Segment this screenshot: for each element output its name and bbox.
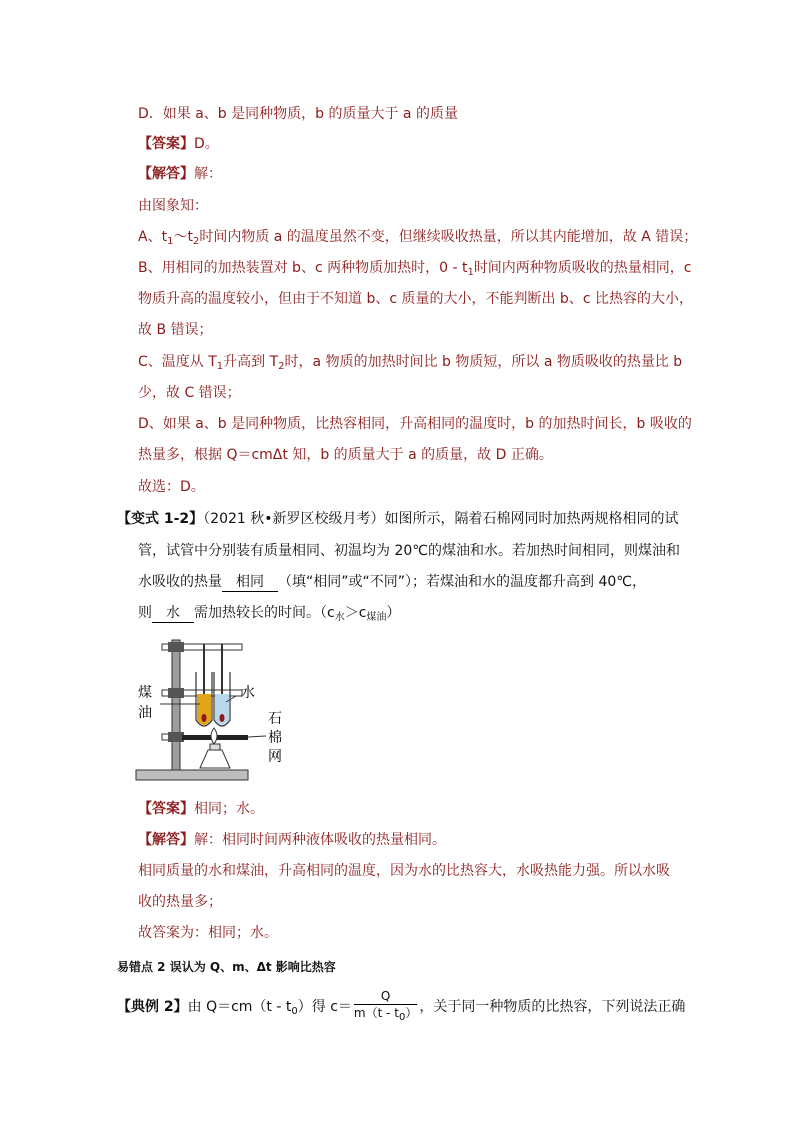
error-point-title: 易错点 2 误认为 Q、m、Δt 影响比热容 bbox=[117, 960, 336, 974]
text-fragment: A、t bbox=[138, 229, 168, 245]
text-fragment: 水吸收的热量 bbox=[138, 574, 222, 590]
text-fragment: 需加热较长的时间。（c bbox=[194, 605, 335, 621]
clamp-knob bbox=[168, 642, 184, 652]
analysis-text bbox=[138, 227, 697, 252]
lamp-neck bbox=[210, 744, 220, 750]
analysis-text: 故选：D。 bbox=[138, 479, 205, 495]
text-fragment: C、温度从 T bbox=[138, 354, 217, 370]
subscript: 1 bbox=[467, 267, 474, 278]
answer-value: 相同；水。 bbox=[194, 801, 264, 817]
analysis-text: 由图象知： bbox=[138, 198, 208, 214]
example-tag: 【典例 2】 bbox=[117, 999, 188, 1015]
fraction-denominator bbox=[354, 1005, 417, 1026]
analysis-text: 收的热量多； bbox=[138, 894, 222, 910]
text-fragment: m（t - t bbox=[353, 1006, 399, 1020]
example-line bbox=[117, 988, 685, 1026]
thermometer-bulb bbox=[202, 714, 207, 722]
stand-rod bbox=[172, 640, 180, 770]
subscript: 水 bbox=[334, 612, 345, 623]
text-fragment: B、用相同的加热装置对 b、c 两种物质加热时，0 - t bbox=[138, 260, 468, 276]
fraction-numerator: Q bbox=[354, 988, 417, 1005]
text-fragment: 时，a 物质的加热时间比 b 物质短，所以 a 物质吸收的热量比 b bbox=[284, 354, 683, 370]
label-kerosene: 油 bbox=[138, 705, 152, 721]
fill-blank-2: 水 bbox=[152, 604, 194, 623]
alcohol-lamp bbox=[200, 750, 230, 768]
fill-blank-1: 相同 bbox=[222, 573, 278, 592]
text-fragment: 升高到 T bbox=[223, 354, 279, 370]
stand-base bbox=[136, 770, 248, 780]
text-fragment: ）得 c＝ bbox=[297, 999, 352, 1015]
analysis-text: 故 B 错误； bbox=[138, 322, 213, 338]
text-fragment: 时间内两种物质吸收的热量相同，c bbox=[473, 260, 692, 276]
analysis-text: 物质升高的温度较小，但由于不知道 b、c 质量的大小，不能判断出 b、c 比热容的大小， bbox=[138, 291, 693, 307]
thermometer-bulb bbox=[220, 714, 225, 722]
label-kerosene: 煤 bbox=[138, 685, 152, 701]
analysis-text: 少，故 C 错误； bbox=[138, 385, 241, 401]
clamp-knob bbox=[168, 688, 184, 698]
label-asbestos-net: 棉 bbox=[268, 730, 282, 746]
analysis-line-1 bbox=[138, 164, 222, 184]
leader-line-net bbox=[248, 736, 266, 737]
analysis-line-2 bbox=[138, 830, 446, 850]
text-fragment: ） bbox=[386, 605, 401, 621]
text-fragment: ，关于同一种物质的比热容，下列说法正确 bbox=[419, 999, 686, 1015]
subscript: 1 bbox=[167, 236, 174, 247]
analysis-text: D、如果 a、b 是同种物质，比热容相同，升高相同的温度时，b 的加热时间长，b 吸收的 bbox=[138, 416, 692, 432]
variant-question-line bbox=[138, 572, 646, 592]
subscript: 2 bbox=[278, 361, 285, 372]
formula-fraction bbox=[354, 988, 417, 1026]
subscript: 0 bbox=[398, 1012, 406, 1023]
text-fragment: （填“相同”或“不同”）；若煤油和水的温度都升高到 40℃， bbox=[278, 574, 646, 590]
text-fragment: 则 bbox=[138, 605, 152, 621]
analysis-text: 相同质量的水和煤油，升高相同的温度，因为水的比热容大，水吸热能力强。所以水吸 bbox=[138, 863, 670, 879]
text-fragment: ） bbox=[405, 1006, 418, 1020]
apparatus-figure bbox=[128, 632, 308, 787]
text-fragment: 时间内物质 a 的温度虽然不变，但继续吸收热量，所以其内能增加，故 A 错误； bbox=[199, 229, 698, 245]
answer-value: D。 bbox=[194, 136, 219, 152]
analysis-tag: 【解答】 bbox=[138, 166, 194, 182]
analysis-text: 故答案为：相同；水。 bbox=[138, 925, 278, 941]
analysis-text: 热量多，根据 Q＝cmΔt 知，b 的质量大于 a 的质量，故 D 正确。 bbox=[138, 447, 553, 463]
subscript: 0 bbox=[291, 1006, 298, 1017]
analysis-text bbox=[138, 352, 682, 377]
analysis-value: 解：相同时间两种液体吸收的热量相同。 bbox=[194, 832, 446, 848]
analysis-value: 解： bbox=[194, 166, 222, 182]
subscript: 1 bbox=[216, 361, 224, 372]
text-fragment: （2021 秋•新罗区校级月考）如图所示，隔着石棉网同时加热两规格相同的试 bbox=[203, 511, 679, 527]
text-fragment: ＞c bbox=[344, 605, 367, 621]
variant-tag: 【变式 1-2】 bbox=[117, 511, 204, 527]
answer-tag: 【答案】 bbox=[138, 136, 194, 152]
clamp-knob bbox=[168, 732, 184, 742]
option-d-line: D．如果 a、b 是同种物质，b 的质量大于 a 的质量 bbox=[138, 106, 458, 122]
text-fragment: 由 Q＝cm（t - t bbox=[187, 999, 292, 1015]
label-asbestos-net: 石 bbox=[268, 711, 282, 727]
answer-line-2 bbox=[138, 799, 264, 819]
flame bbox=[211, 728, 217, 744]
analysis-tag: 【解答】 bbox=[138, 832, 194, 848]
label-asbestos-net: 网 bbox=[268, 749, 282, 765]
analysis-text bbox=[138, 258, 692, 283]
label-water: 水 bbox=[241, 685, 255, 701]
answer-line-1 bbox=[138, 134, 219, 154]
subscript: 煤油 bbox=[366, 612, 387, 623]
text-fragment: ～t bbox=[173, 229, 193, 245]
variant-question-line: 管，试管中分别装有质量相同、初温均为 20℃的煤油和水。若加热时间相同，则煤油和 bbox=[138, 543, 680, 559]
variant-question-line bbox=[117, 509, 679, 529]
answer-tag: 【答案】 bbox=[138, 801, 194, 817]
subscript: 2 bbox=[192, 236, 200, 247]
variant-question-line bbox=[138, 603, 400, 628]
